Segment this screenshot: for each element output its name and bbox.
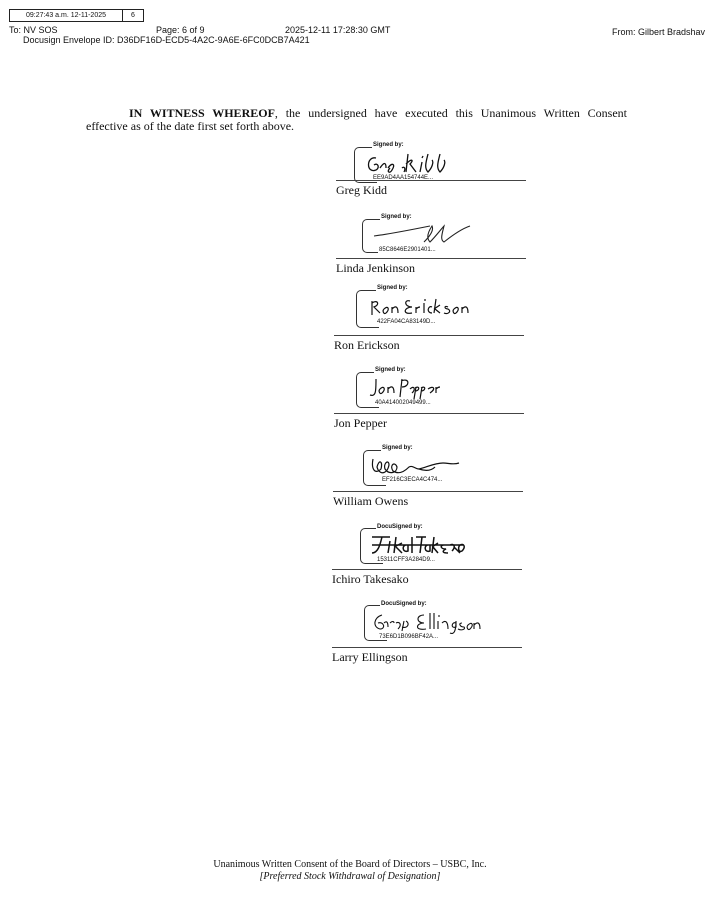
signature-hash: 85C8646E2901401... (379, 247, 436, 253)
signature-block-ron-erickson (334, 285, 529, 355)
signer-name: Ron Erickson (334, 338, 400, 352)
signature-line (334, 335, 524, 336)
signed-by-label: DocuSigned by: (377, 524, 423, 530)
signature-line (332, 647, 522, 648)
signature-hash: 73E6D1B096BF42A... (379, 634, 439, 640)
signature-line (336, 180, 526, 181)
witness-text-2: effective as of the date first set forth above. (86, 119, 295, 133)
signature-block-ichiro-takesako (332, 524, 527, 588)
signed-by-label: Signed by: (377, 285, 408, 291)
fax-to: To: NV SOS (9, 25, 58, 35)
signer-name: Linda Jenkinson (336, 261, 415, 275)
signature-block-greg-kidd (336, 142, 531, 202)
signer-name: Larry Ellingson (332, 650, 408, 664)
signature-image (368, 375, 448, 401)
signer-name: Greg Kidd (336, 183, 387, 197)
page-footer (150, 859, 550, 883)
signed-by-label: DocuSigned by: (381, 601, 427, 607)
envelope-id: Docusign Envelope ID: D36DF16D-ECD5-4A2C-9A6E-6FC0DCB7A421 (23, 35, 310, 45)
signature-hash: 422FA04CA83149D... (377, 319, 436, 325)
signature-block-william-owens (333, 445, 528, 509)
signed-by-label: Signed by: (381, 214, 412, 220)
fax-datetime: 2025-12-11 17:28:30 GMT (285, 25, 391, 35)
signature-hash: EE9AD4AA154744E... (373, 175, 434, 181)
signature-image (368, 531, 468, 557)
signature-line (333, 491, 523, 492)
witness-text-1: , the undersigned have executed this Unanimous Written Consent (274, 106, 628, 120)
signed-by-label: Signed by: (373, 142, 404, 148)
signed-by-label: Signed by: (375, 367, 406, 373)
signer-name: Jon Pepper (334, 416, 387, 430)
signer-name: Ichiro Takesako (332, 572, 409, 586)
signer-name: William Owens (333, 494, 409, 508)
footer-subtitle: [Preferred Stock Withdrawal of Designation] (259, 871, 441, 882)
fax-stamp (9, 9, 144, 22)
signature-block-jon-pepper (334, 367, 529, 433)
signature-hash: EF216C3ECA4C474... (382, 477, 443, 483)
fax-stamp-page: 6 (131, 12, 135, 19)
witness-heading: IN WITNESS WHEREOF (129, 106, 275, 120)
signature-image (362, 148, 472, 178)
witness-paragraph (86, 107, 627, 133)
footer-title: Unanimous Written Consent of the Board of Directors – USBC, Inc. (213, 859, 487, 870)
signature-block-linda-jenkinson (336, 214, 531, 276)
signature-image (370, 609, 480, 637)
signature-line (334, 413, 524, 414)
fax-stamp-time: 09:27:43 a.m. 12-11-2025 (10, 10, 123, 21)
fax-page: Page: 6 of 9 (156, 25, 205, 35)
signature-image (370, 220, 480, 250)
signed-by-label: Signed by: (382, 445, 413, 451)
signature-hash: 40A414002049499... (375, 400, 431, 406)
signature-line (332, 569, 522, 570)
signature-line (336, 258, 526, 259)
fax-from: From: Gilbert Bradshav (612, 27, 706, 37)
signature-hash: 15311CFF3A284D9... (377, 557, 435, 563)
signature-block-larry-ellingson (332, 601, 527, 667)
